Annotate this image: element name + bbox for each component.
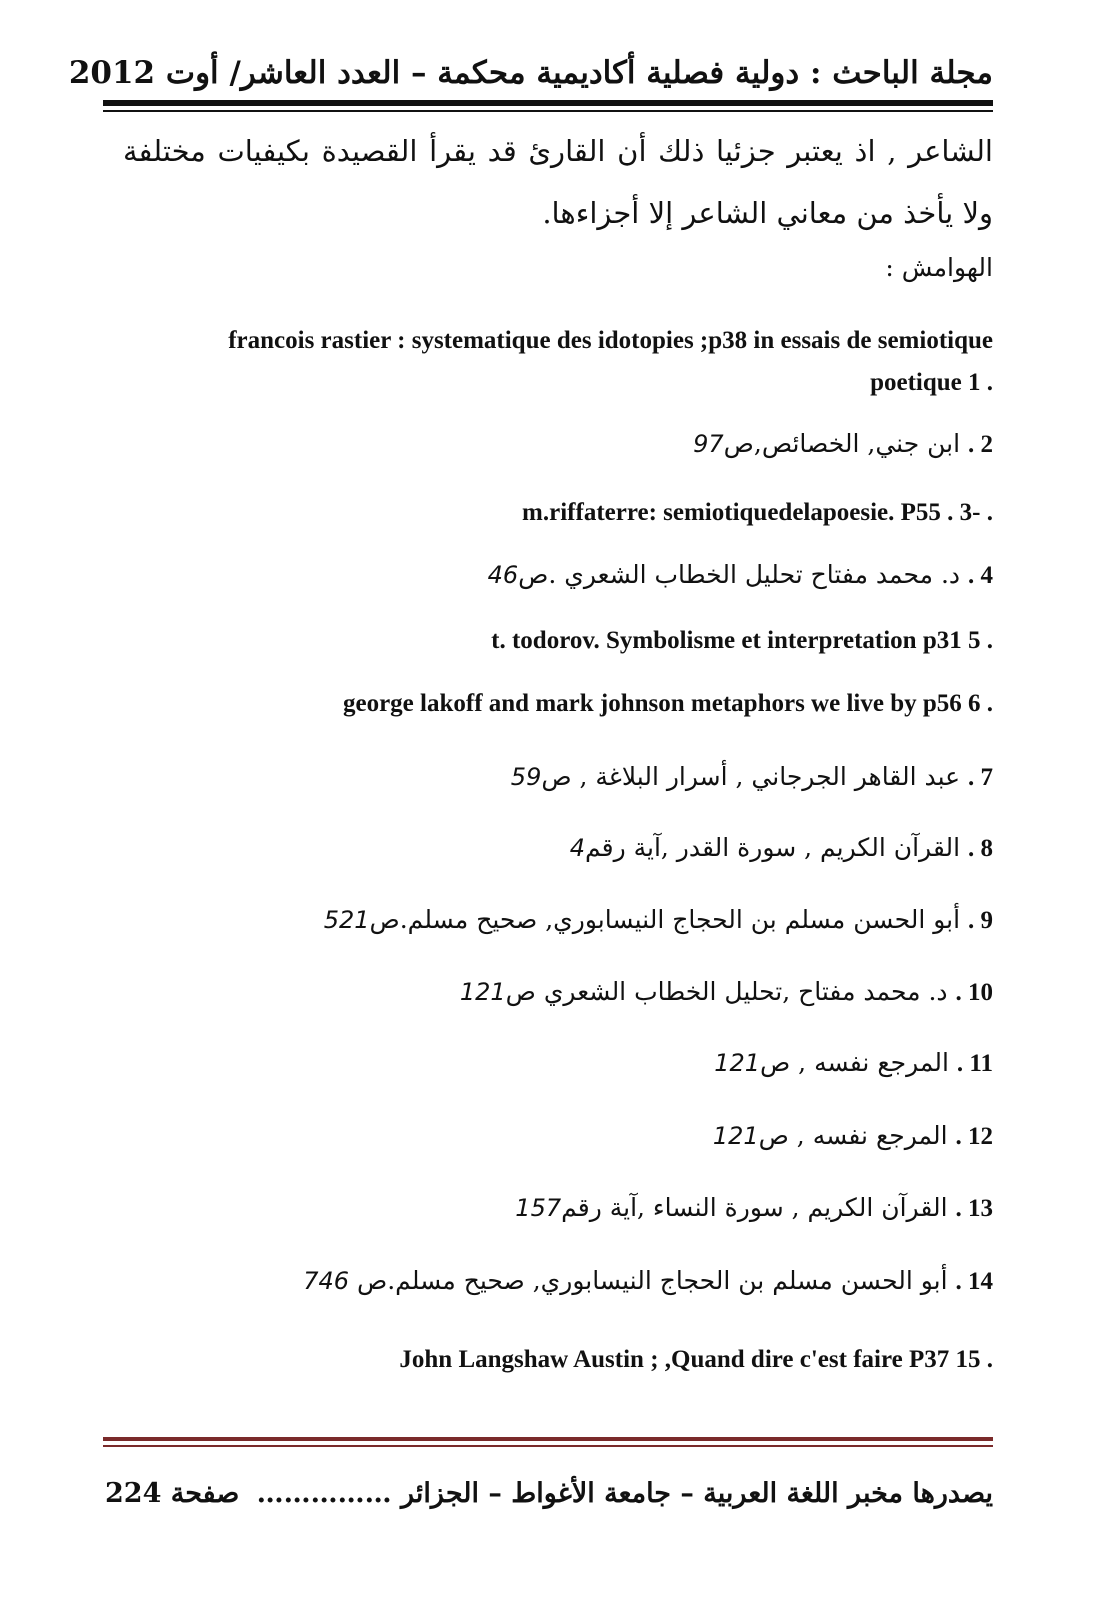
footnote-text: أبو الحسن مسلم بن الحجاج النيسابوري, صحيح مسلم.ص <box>369 905 961 934</box>
footnote-text: القرآن الكريم , سورة القدر ,آية رقم <box>584 833 961 862</box>
footnote-page-ref: 59 <box>510 763 542 791</box>
body-paragraph: الشاعر , اذ يعتبر جزئيا ذلك أن القارئ قد يقرأ القصيدة بكيفيات مختلفة ولا يأخذ من معاني الشاعر إلا أجزاءها. <box>123 134 993 230</box>
footnote-page-ref: 521 <box>323 906 370 934</box>
footnote-3 <box>522 492 993 534</box>
footnote-number: 3- . <box>959 499 993 526</box>
footnote-10 <box>460 972 993 1013</box>
footnote-7 <box>511 757 993 798</box>
footnote-text: John Langshaw Austin ; ,Quand dire c'est faire P37 <box>399 1346 950 1373</box>
footer-page-number: صفحة 224 <box>105 1478 240 1509</box>
footnote-number: 7 . <box>968 764 993 791</box>
footnote-4 <box>488 555 993 596</box>
footnote-page-ref: 97 <box>693 430 724 458</box>
footnote-number: 11 . <box>956 1050 993 1077</box>
footnote-5 <box>491 620 993 662</box>
footnote-8 <box>570 828 993 869</box>
footnote-number: 15 . <box>955 1346 993 1373</box>
footer-rule-thick <box>103 1437 993 1441</box>
footnote-number: 1 . <box>968 369 993 396</box>
footnote-9 <box>324 900 993 941</box>
header-rule-thick <box>103 100 993 106</box>
footnote-12 <box>713 1116 993 1157</box>
footnote-text: francois rastier : systematique des idotopies ;p38 in essais de semiotique poetique <box>228 327 993 396</box>
footnote-number: 13 . <box>955 1195 993 1222</box>
footnote-number: 14 . <box>955 1268 993 1295</box>
footnote-6 <box>343 683 993 725</box>
journal-header: مجلة الباحث : دولية فصلية أكاديمية محكمة – العدد العاشر/ أوت 2012 <box>68 55 993 91</box>
footnote-text: george lakoff and mark johnson metaphors we live by p56 <box>342 690 962 717</box>
footnote-page-ref: 157 <box>515 1194 562 1222</box>
footnote-number: 10 . <box>955 979 993 1006</box>
notes-heading: الهوامش : <box>885 253 993 282</box>
footnote-page-ref: 121 <box>459 978 506 1006</box>
footnote-text: المرجع نفسه , ص <box>758 1121 948 1150</box>
footnote-page-ref: 746 <box>303 1267 350 1295</box>
footnote-page-ref: 121 <box>714 1049 761 1077</box>
footnote-page-ref: 4 <box>569 834 585 862</box>
footnote-number: 8 . <box>968 835 993 862</box>
footnote-1 <box>213 320 993 404</box>
footnote-text: t. todorov. Symbolisme et interpretation p31 <box>491 627 962 654</box>
header-rule-thin <box>103 110 993 112</box>
footnote-number: 9 . <box>968 907 993 934</box>
footnote-14 <box>303 1261 993 1302</box>
footnote-text: القرآن الكريم , سورة النساء ,آية رقم <box>561 1193 948 1222</box>
footnote-text: عبد القاهر الجرجاني , أسرار البلاغة , ص <box>541 762 961 791</box>
footnote-number: 12 . <box>955 1123 993 1150</box>
footnote-text: المرجع نفسه , ص <box>760 1048 949 1077</box>
footnote-text: ابن جني, الخصائص,ص <box>723 429 961 458</box>
footnote-number: 2 . <box>968 431 993 458</box>
footnote-number: 4 . <box>968 562 993 589</box>
footnote-15 <box>399 1339 993 1381</box>
footnote-page-ref: 121 <box>712 1122 759 1150</box>
footer-rule-thin <box>103 1445 993 1447</box>
footnote-text: أبو الحسن مسلم بن الحجاج النيسابوري, صحيح مسلم.ص <box>357 1266 948 1295</box>
footnote-11 <box>714 1043 993 1084</box>
footnote-text: د. محمد مفتاح ,تحليل الخطاب الشعري ص <box>505 977 948 1006</box>
footnote-13 <box>515 1188 993 1229</box>
footnote-2 <box>693 424 993 465</box>
footnote-number: 6 . <box>968 690 993 717</box>
footnote-text: د. محمد مفتاح تحليل الخطاب الشعري .ص <box>518 560 961 589</box>
footnote-page-ref: 46 <box>487 561 519 589</box>
footnote-text: m.riffaterre: semiotiquedelapoesie. P55 . <box>522 499 954 526</box>
footer-publisher: يصدرها مخبر اللغة العربية – جامعة الأغواط – الجزائر …………… <box>256 1478 993 1509</box>
footnote-number: 5 . <box>968 627 993 654</box>
